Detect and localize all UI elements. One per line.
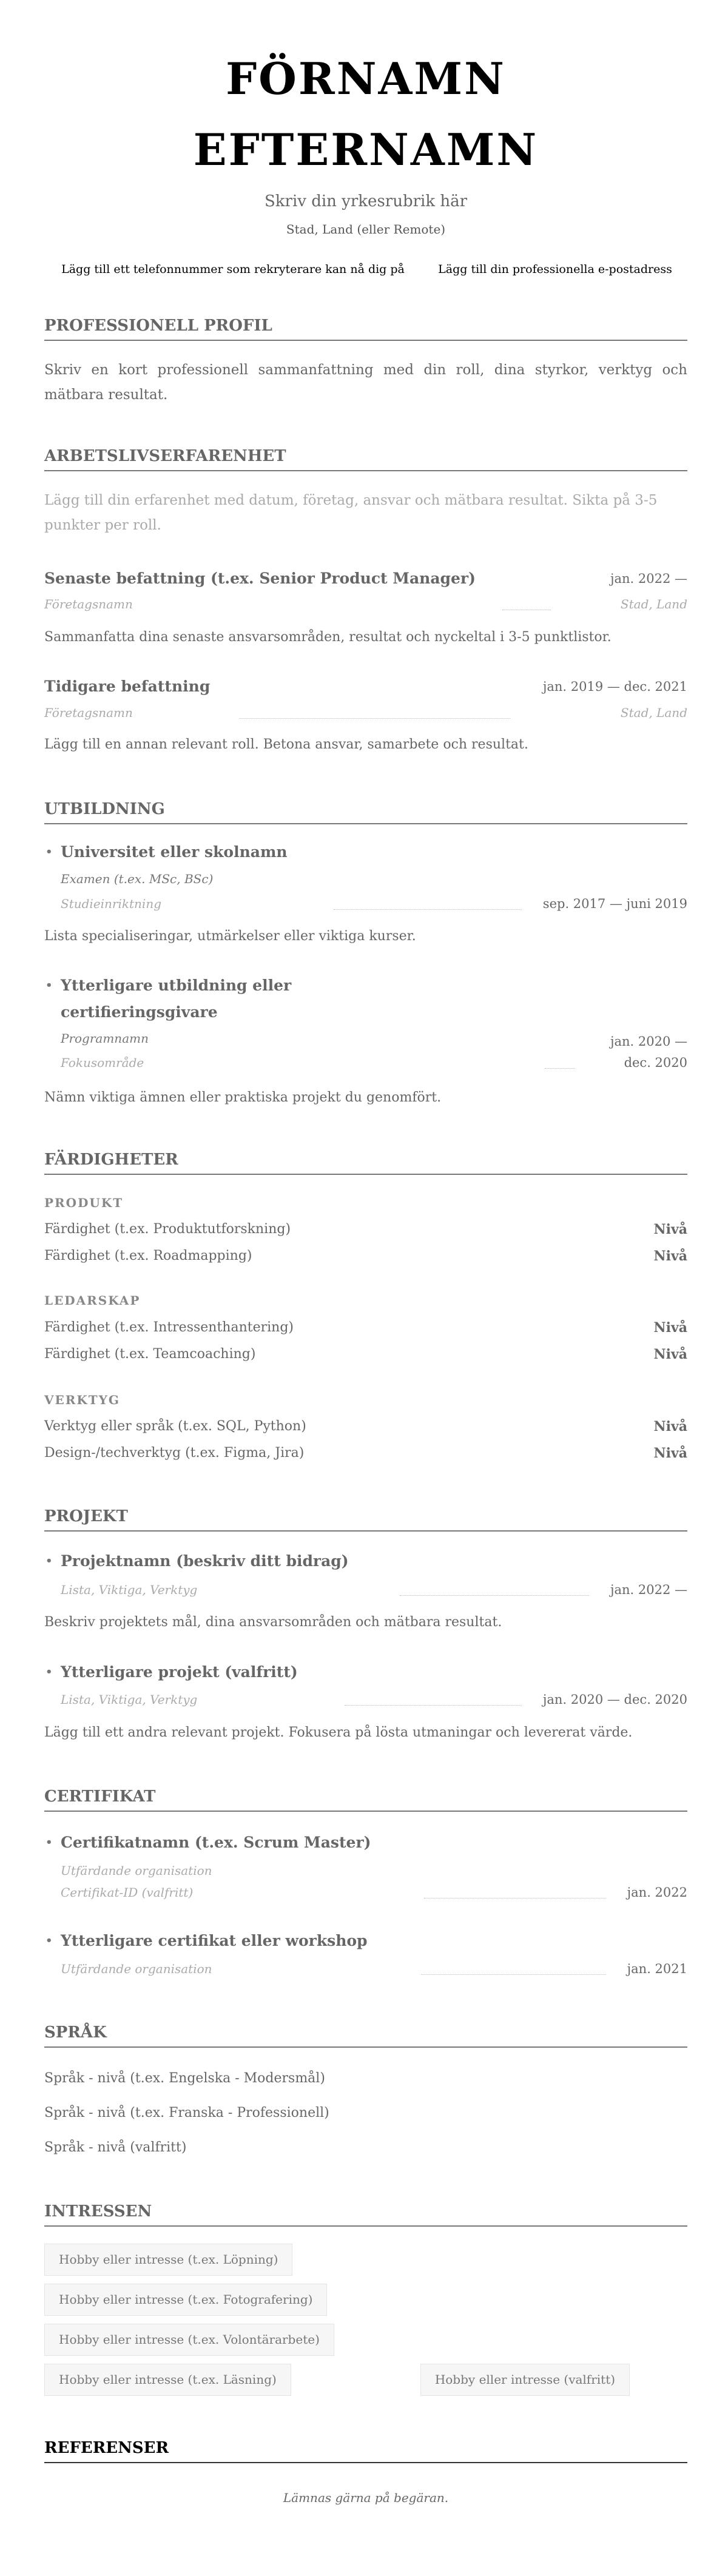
- skill-level: Nivå: [653, 1347, 687, 1362]
- email-text: Lägg till din professionella e-postadress: [438, 263, 672, 276]
- skill-name: Färdighet (t.ex. Teamcoaching): [44, 1347, 256, 1362]
- section-heading: PROFESSIONELL PROFIL: [44, 315, 687, 341]
- project-dates: jan. 2022 —: [610, 1582, 687, 1597]
- references-section: [44, 2438, 687, 2506]
- phone-text: Lägg till ett telefonnummer som rekryterare kan nå dig på: [61, 263, 405, 276]
- certificate-entry: [44, 1931, 687, 1977]
- skill-level: Nivå: [653, 1248, 687, 1264]
- section-heading: SPRÅK: [44, 2022, 687, 2048]
- skill-row: [44, 1243, 687, 1270]
- leader-line: [400, 1595, 589, 1596]
- skill-level: Nivå: [653, 1320, 687, 1336]
- certificate-title: • Certifikatnamn (t.ex. Scrum Master): [44, 1832, 687, 1853]
- certificate-id: Certifikat-ID (valfritt): [61, 1885, 194, 1900]
- experience-placeholder: Lägg till din erfarenhet med datum, företag, ansvar och mätbara resultat. Sikta på 3-5 punkter per roll.: [44, 493, 658, 533]
- location: Stad, Land (eller Remote): [286, 222, 446, 237]
- job-location: Stad, Land: [620, 597, 687, 611]
- certificates-section: [44, 1786, 687, 1977]
- certificate-entry: [44, 1832, 687, 1901]
- profile-text: Skriv en kort professionell sammanfattning med din roll, dina styrkor, verktyg och mätbara resultat.: [44, 362, 687, 403]
- section-heading: FÄRDIGHETER: [44, 1149, 687, 1175]
- interest-chip: Hobby eller intresse (t.ex. Löpning): [44, 2244, 292, 2276]
- references-text: Lämnas gärna på begäran.: [283, 2490, 449, 2505]
- school-name: • Ytterligare utbildning eller certifieringsgivare: [44, 972, 425, 1026]
- skill-name: Färdighet (t.ex. Roadmapping): [44, 1248, 252, 1263]
- project-tools: Lista, Viktiga, Verktyg: [61, 1692, 198, 1707]
- skill-group: [44, 1195, 687, 1270]
- leader-line: [421, 1974, 606, 1975]
- certificate-issuer: Utfärdande organisation: [61, 1863, 212, 1878]
- leader-line: [345, 1705, 522, 1706]
- job-company: Företagsnamn: [44, 597, 133, 611]
- skill-row: [44, 1413, 687, 1440]
- name-last: EFTERNAMN: [193, 124, 539, 175]
- skill-name: Färdighet (t.ex. Produktutforskning): [44, 1222, 291, 1237]
- project-entry: [44, 1662, 687, 1744]
- skills-section: [44, 1149, 687, 1467]
- section-heading: REFERENSER: [44, 2438, 687, 2463]
- job-entry: [44, 676, 687, 756]
- skill-level: Nivå: [653, 1222, 687, 1237]
- leader-line: [334, 909, 522, 910]
- job-description: Sammanfatta dina senaste ansvarsområden, resultat och nyckeltal i 3-5 punktlistor.: [44, 630, 612, 645]
- education-dates: jan. 2020 — dec. 2020: [610, 1034, 687, 1070]
- job-title: Senaste befattning (t.ex. Senior Product Manager): [44, 570, 476, 587]
- project-title: • Ytterligare projekt (valfritt): [44, 1662, 687, 1683]
- section-heading: INTRESSEN: [44, 2201, 687, 2227]
- leader-line: [545, 1068, 575, 1069]
- interest-chips: [44, 2244, 687, 2396]
- job-description: Lägg till en annan relevant roll. Betona ansvar, samarbete och resultat.: [44, 737, 528, 752]
- focus-area: Fokusområde: [61, 1055, 144, 1070]
- section-heading: UTBILDNING: [44, 799, 687, 824]
- contact-line: [44, 260, 687, 280]
- job-dates: jan. 2022 —: [610, 571, 687, 586]
- job-title: Tidigare befattning: [44, 678, 211, 695]
- projects-section: [44, 1506, 687, 1744]
- leader-line: [239, 718, 510, 719]
- interest-chip: Hobby eller intresse (valfritt): [420, 2364, 630, 2396]
- name-first: FÖRNAMN: [226, 53, 506, 104]
- headline: Skriv din yrkesrubrik här: [264, 192, 468, 210]
- job-entry: [44, 568, 687, 648]
- skill-group-title: PRODUKT: [44, 1196, 124, 1210]
- language-item: Språk - nivå (t.ex. Engelska - Modersmål): [44, 2071, 325, 2086]
- certificate-date: jan. 2021: [627, 1962, 687, 1976]
- education-section: [44, 799, 687, 1109]
- project-description: Lägg till ett andra relevant projekt. Fokusera på lösta utmaningar och levererat värde.: [44, 1725, 633, 1740]
- skill-name: Verktyg eller språk (t.ex. SQL, Python): [44, 1419, 306, 1434]
- experience-section: [44, 446, 687, 756]
- field-of-study: Studieinriktning: [61, 896, 162, 911]
- degree: Examen (t.ex. MSc, BSc): [61, 872, 214, 886]
- education-description: Lista specialiseringar, utmärkelser eller viktiga kurser.: [44, 929, 416, 944]
- section-heading: CERTIFIKAT: [44, 1786, 687, 1812]
- skill-row: [44, 1440, 687, 1467]
- interest-chip: Hobby eller intresse (t.ex. Fotografering): [44, 2284, 327, 2316]
- project-tools: Lista, Viktiga, Verktyg: [61, 1582, 198, 1597]
- certificate-issuer: Utfärdande organisation: [61, 1962, 212, 1976]
- skill-level: Nivå: [653, 1419, 687, 1434]
- profile-section: [44, 315, 687, 408]
- education-entry: [44, 972, 687, 1109]
- language-item: Språk - nivå (t.ex. Franska - Professionell): [44, 2105, 329, 2120]
- skill-row: [44, 1216, 687, 1243]
- section-heading: ARBETSLIVSERFARENHET: [44, 446, 687, 471]
- skill-group: [44, 1392, 687, 1467]
- language-item: Språk - nivå (valfritt): [44, 2140, 187, 2155]
- certificate-date: jan. 2022: [627, 1885, 687, 1900]
- section-heading: PROJEKT: [44, 1506, 687, 1532]
- skill-level: Nivå: [653, 1445, 687, 1461]
- skill-name: Färdighet (t.ex. Intressenthantering): [44, 1320, 294, 1335]
- job-location: Stad, Land: [620, 705, 687, 720]
- project-description: Beskriv projektets mål, dina ansvarsområden och mätbara resultat.: [44, 1615, 502, 1630]
- skill-row: [44, 1341, 687, 1368]
- education-dates: sep. 2017 — juni 2019: [542, 896, 687, 911]
- skill-group-title: LEDARSKAP: [44, 1293, 141, 1308]
- certificate-title: • Ytterligare certifikat eller workshop: [44, 1931, 687, 1951]
- resume-header: [44, 43, 687, 280]
- interest-chip: Hobby eller intresse (t.ex. Läsning): [44, 2364, 291, 2396]
- education-description: Nämn viktiga ämnen eller praktiska projekt du genomfört.: [44, 1090, 442, 1105]
- skill-group-title: VERKTYG: [44, 1393, 121, 1407]
- interest-chip: Hobby eller intresse (t.ex. Volontärarbete): [44, 2324, 334, 2356]
- skill-group: [44, 1293, 687, 1368]
- skill-name: Design-/techverktyg (t.ex. Figma, Jira): [44, 1445, 305, 1461]
- interests-section: [44, 2201, 687, 2396]
- job-company: Företagsnamn: [44, 705, 133, 720]
- school-name: • Universitet eller skolnamn: [44, 842, 687, 863]
- skill-row: [44, 1314, 687, 1341]
- program-name: Programnamn: [61, 1031, 149, 1046]
- education-entry: [44, 842, 687, 947]
- job-dates: jan. 2019 — dec. 2021: [542, 679, 687, 694]
- project-title: • Projektnamn (beskriv ditt bidrag): [44, 1551, 687, 1572]
- project-dates: jan. 2020 — dec. 2020: [542, 1692, 687, 1707]
- languages-section: [44, 2022, 687, 2157]
- project-entry: [44, 1551, 687, 1633]
